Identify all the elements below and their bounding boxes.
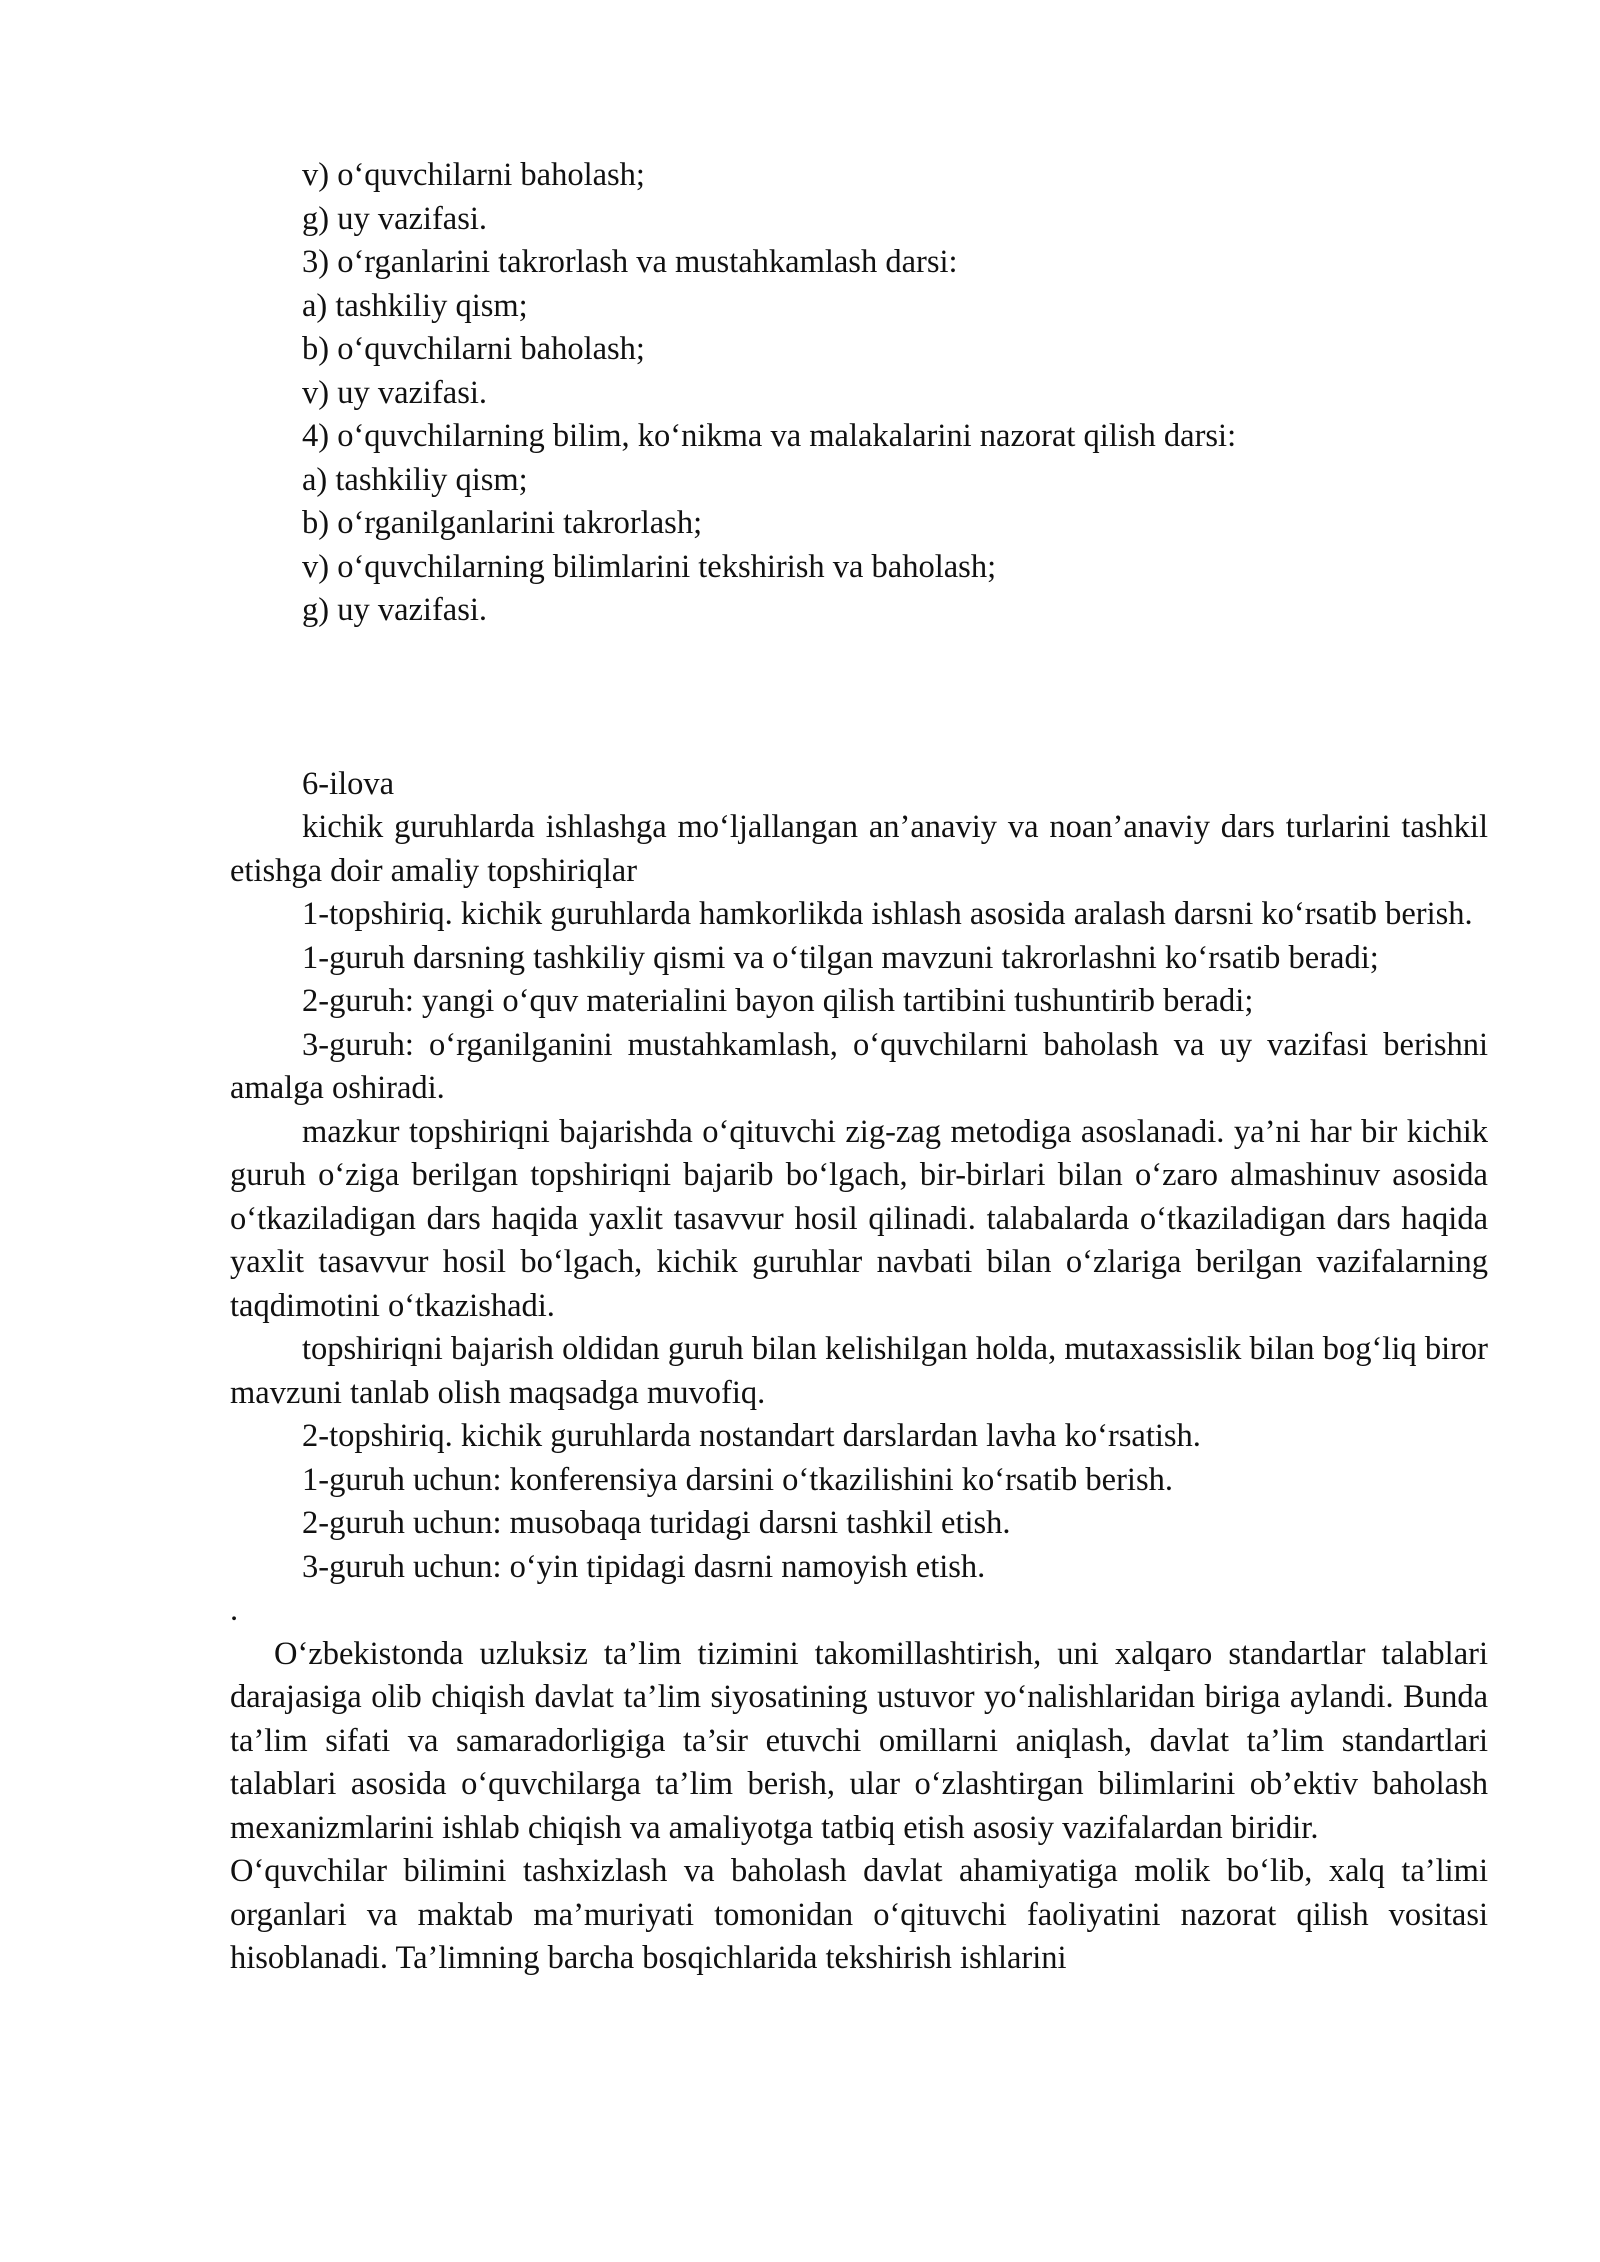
task-1: 1-topshiriq. kichik guruhlarda hamkorlikda ishlash asosida aralash darsni ko‘rsatib berish. [302,896,1473,932]
task-2-group-3: 3-guruh uchun: o‘yin tipidagi dasrni namoyish etish. [302,1548,986,1585]
appendix-heading: kichik guruhlarda ishlashga mo‘ljallangan an’anaviy va noan’anaviy dars turlarini tashkil etishga doir amaliy topshiriqlar [230,809,1488,889]
list-item: b) o‘rganilganlarini takrorlash; [302,505,703,541]
appendix-section [230,763,1488,1590]
list-item: a) tashkiliy qism; [302,461,528,498]
task-1-group-3: 3-guruh: o‘rganilganini mustahkamlash, o‘quvchilarni baholash va uy vazifasi berishni amalga oshiradi. [230,1026,1488,1106]
task-1-group-2: 2-guruh: yangi o‘quv materialini bayon qilish tartibini tushuntirib beradi; [302,983,1254,1019]
list-item: a) tashkiliy qism; [302,287,528,324]
body-paragraph-2: O‘quvchilar bilimini tashxizlash va baholash davlat ahamiyatiga molik bo‘lib, xalq ta’limi organlari va maktab ma’muriyati tomonidan o‘qituvchi faoliyatini nazorat qilish vositasi hisoblanadi. Ta’limning barcha bosqichlarida tekshirish ishlarini [230,1853,1488,1976]
list-item: v) uy vazifasi. [302,374,488,411]
lesson-structure-list [230,154,1488,633]
advice-paragraph: topshiriqni bajarish oldidan guruh bilan kelishilgan holda, mutaxassislik bilan bog‘liq biror mavzuni tanlab olish maqsadga muvofiq. [230,1331,1488,1411]
task-1-group-1: 1-guruh darsning tashkiliy qismi va o‘tilgan mavzuni takrorlashni ko‘rsatib beradi; [302,939,1379,976]
list-item: 3) o‘rganlarini takrorlash va mustahkamlash darsi: [302,244,958,280]
task-2: 2-topshiriq. kichik guruhlarda nostandart darslardan lavha ko‘rsatish. [302,1418,1201,1454]
list-item: 4) o‘quvchilarning bilim, ko‘nikma va malakalarini nazorat qilish darsi: [302,418,1237,454]
list-item: v) o‘quvchilarning bilimlarini tekshirish va baholash; [302,548,997,585]
list-item: v) o‘quvchilarni baholash; [302,157,645,193]
body-paragraph-1: O‘zbekistonda uzluksiz ta’lim tizimini takomillashtirish, uni xalqaro standartlar talablari darajasiga olib chiqish davlat ta’lim siyosatining ustuvor yo‘nalishlaridan biriga aylandi. Bunda ta’lim sifati va samaradorligiga ta’sir etuvchi omillarni aniqlash, davlat ta’lim standartlari talablari asosida o‘quvchilarga ta’lim berish, ular o‘zlashtirgan bilimlarini ob’ektiv baholash mexanizmlarini ishlab chiqish va amaliyotga tatbiq etish asosiy vazifalardan biridir. [230,1635,1488,1846]
section-spacer [230,633,1488,763]
separator-dot: . [230,1592,239,1628]
task-2-group-2: 2-guruh uchun: musobaqa turidagi darsni tashkil etish. [302,1505,1011,1541]
page-content [230,154,1488,1981]
task-2-group-1: 1-guruh uchun: konferensiya darsini o‘tkazilishini ko‘rsatib berish. [302,1461,1173,1498]
list-item: b) o‘quvchilarni baholash; [302,331,645,367]
list-item: g) uy vazifasi. [302,592,488,628]
method-paragraph: mazkur topshiriqni bajarishda o‘qituvchi zig-zag metodiga asoslanadi. ya’ni har bir kichik guruh o‘ziga berilgan topshiriqni bajarib bo‘lgach, bir-birlari bilan o‘zaro almashinuv asosida o‘tkaziladigan dars haqida yaxlit tasavvur hosil qilinadi. talabalarda o‘tkaziladigan dars haqida yaxlit tasavvur hosil bo‘lgach, kichik guruhlar navbati bilan o‘zlariga berilgan vazifalarning taqdimotini o‘tkazishadi. [230,1113,1488,1324]
list-item: g) uy vazifasi. [302,200,488,237]
body-section [230,1633,1488,1981]
appendix-title: 6-ilova [302,765,395,802]
